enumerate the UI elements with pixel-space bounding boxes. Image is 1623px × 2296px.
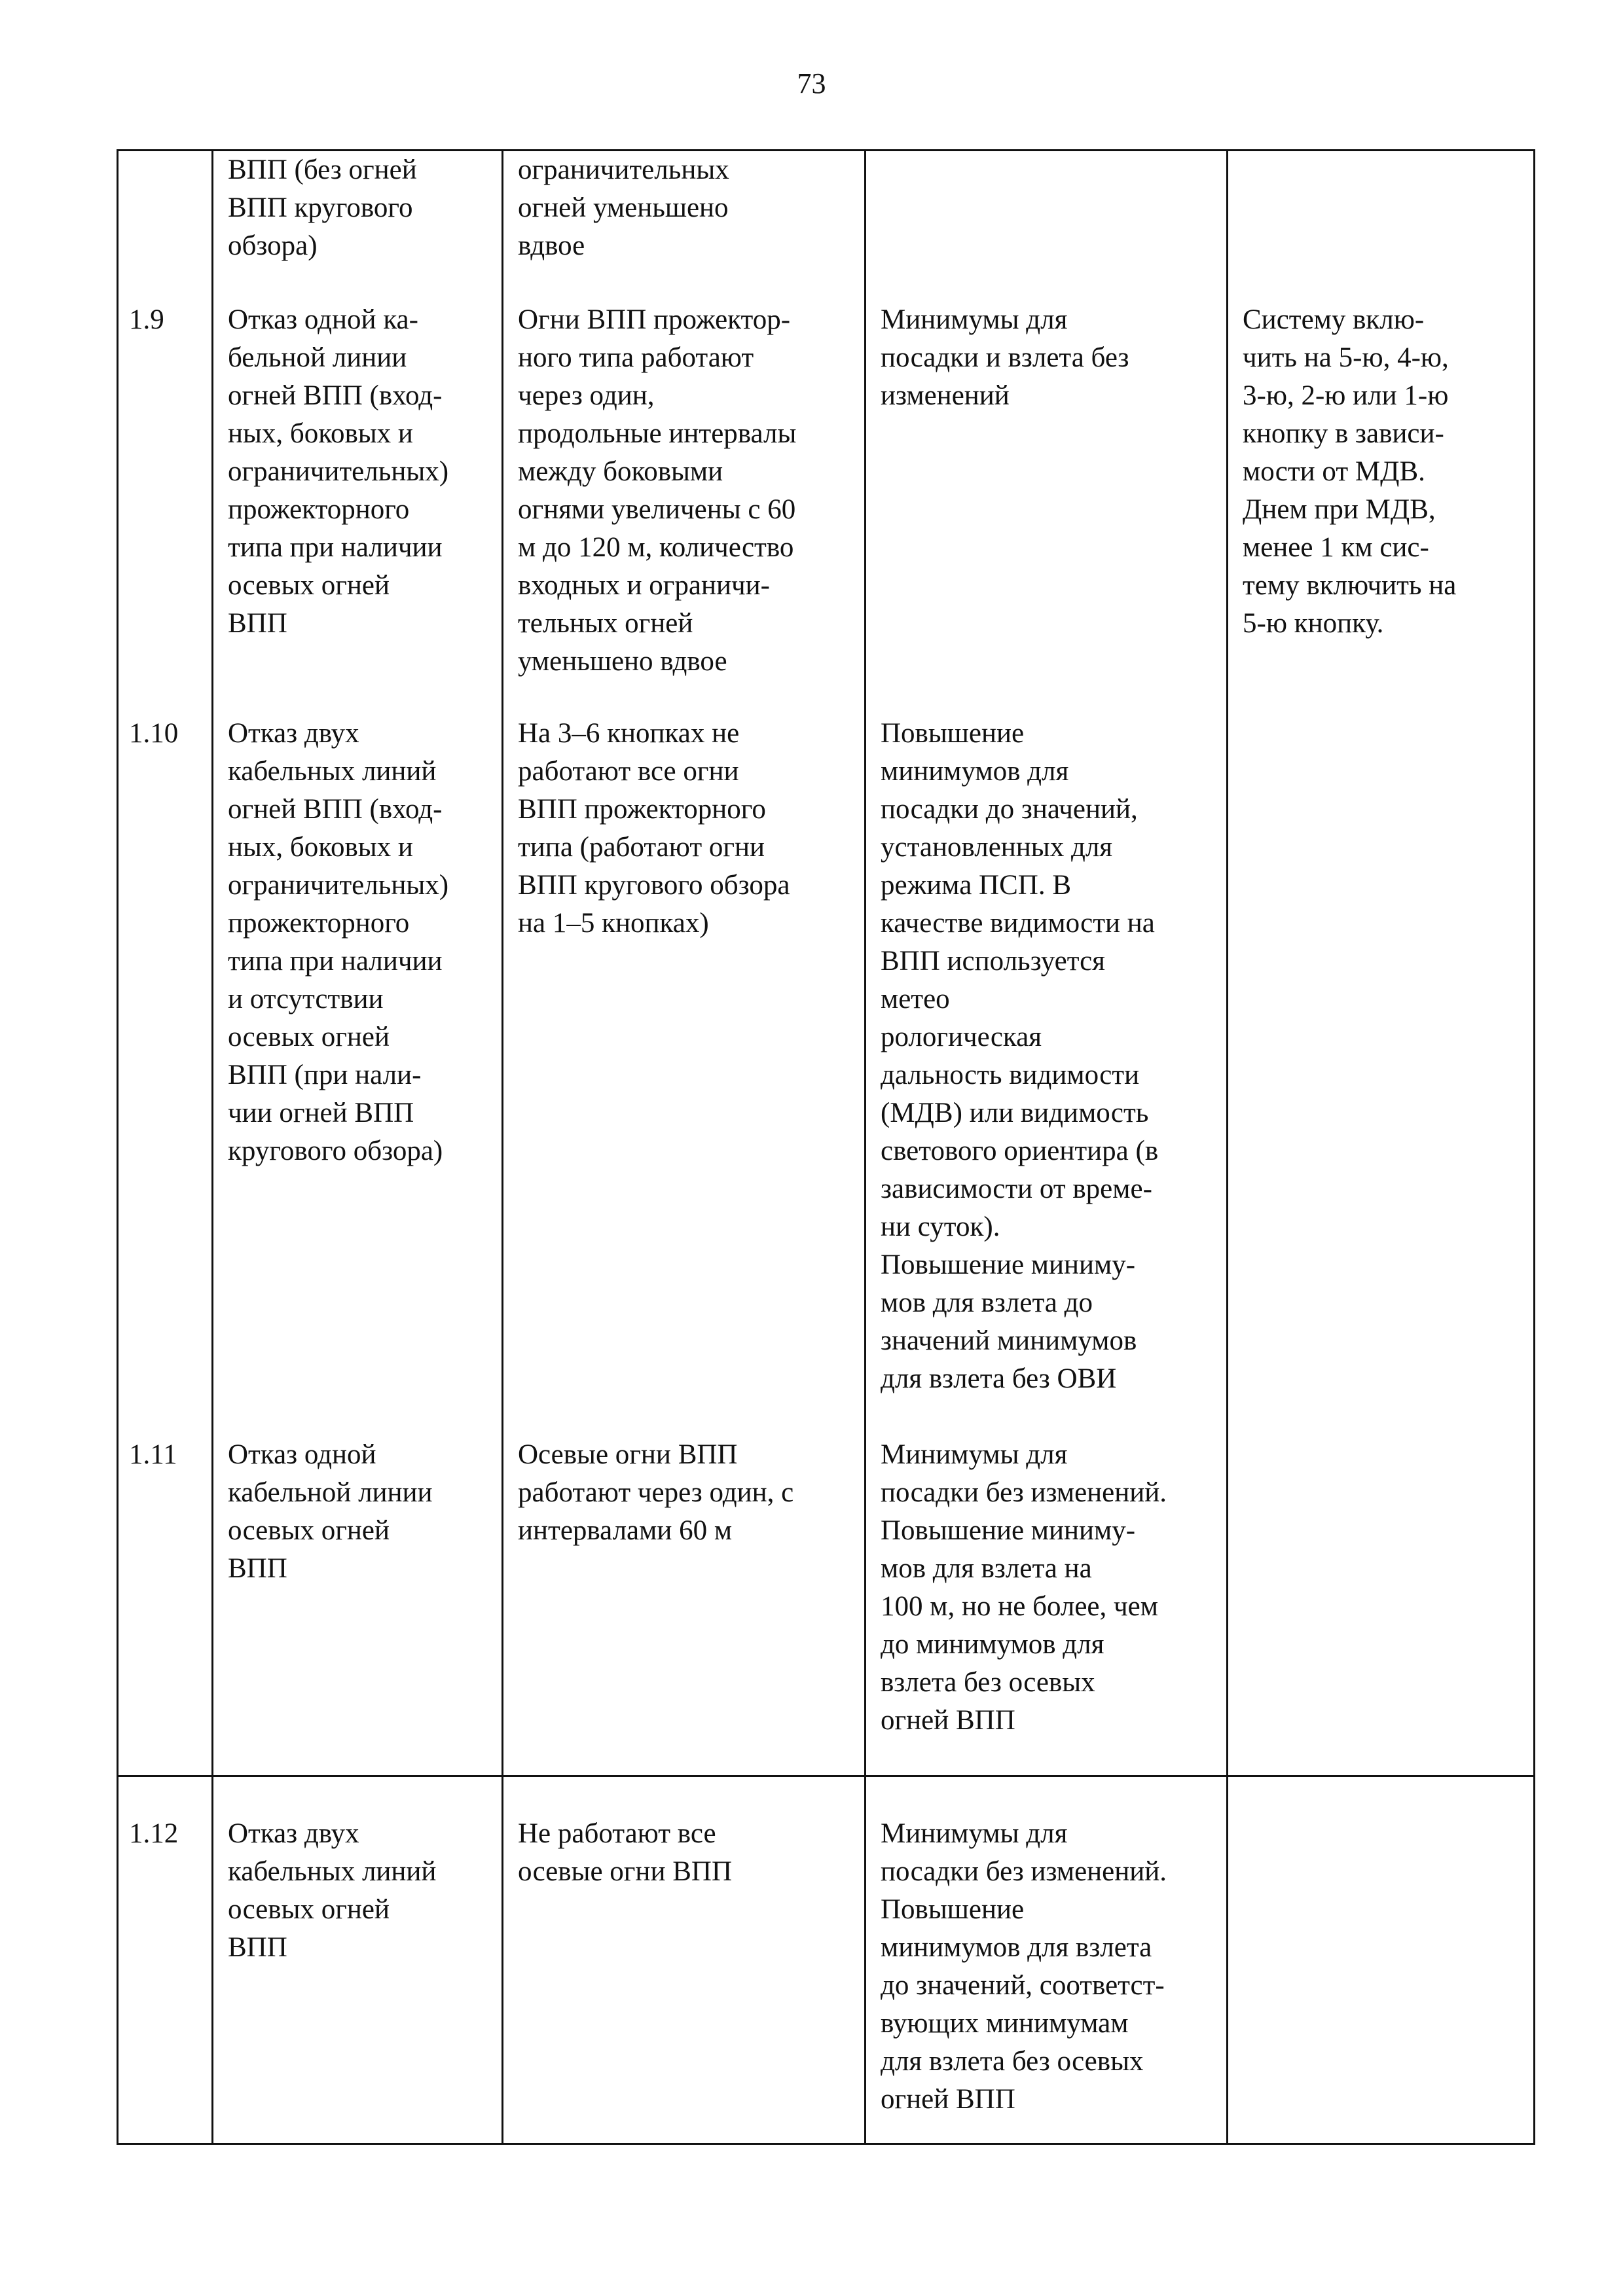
effect-cell: Огни ВПП прожектор- ного типа работают через один, продольные интервалы между боковыми огнями увеличены с 60 м до 120 м, количество входных и ограничи- тельных огней уменьшено вдвое: [503, 301, 866, 715]
effect-cell: Не работают все осевые огни ВПП: [503, 1776, 866, 2144]
row-number: 1.12: [118, 1776, 213, 2144]
failure-cell: Отказ двух кабельных линий осевых огней ВПП: [213, 1776, 503, 2144]
effect-cell: ограничительных огней уменьшено вдвое: [503, 151, 866, 301]
row-number: 1.11: [118, 1436, 213, 1776]
row-number: 1.10: [118, 715, 213, 1436]
table-row-1-10: [118, 715, 1535, 1436]
table-row-1-12: [118, 1776, 1535, 2144]
failure-cell: Отказ двух кабельных линий огней ВПП (вход- ных, боковых и ограничительных) прожекторного типа при наличии и отсутствии осевых огней ВПП (при нали- чии огней ВПП кругового обзора): [213, 715, 503, 1436]
failure-cell: Отказ одной ка- бельной линии огней ВПП (вход- ных, боковых и ограничительных) прожекторного типа при наличии осевых огней ВПП: [213, 301, 503, 715]
actions-cell: [1228, 151, 1535, 301]
table-row-1-9: [118, 301, 1535, 715]
actions-cell: [1228, 1776, 1535, 2144]
minimums-cell: [866, 151, 1228, 301]
effect-cell: На 3–6 кнопках не работают все огни ВПП прожекторного типа (работают огни ВПП кругового обзора на 1–5 кнопках): [503, 715, 866, 1436]
actions-cell: Систему вклю- чить на 5-ю, 4-ю, 3-ю, 2-ю или 1-ю кнопку в зависи- мости от МДВ. Днем при МДВ, менее 1 км сис- тему включить на 5-ю кнопку.: [1228, 301, 1535, 715]
failure-cell: ВПП (без огней ВПП кругового обзора): [213, 151, 503, 301]
row-number: 1.9: [118, 301, 213, 715]
failures-table: [117, 149, 1535, 2145]
table-row-1-11: [118, 1436, 1535, 1776]
effect-cell: Осевые огни ВПП работают через один, с интервалами 60 м: [503, 1436, 866, 1776]
minimums-cell: Минимумы для посадки без изменений. Повышение минимумов для взлета до значений, соответст- вующих минимумам для взлета без осевых огней ВПП: [866, 1776, 1228, 2144]
minimums-cell: Минимумы для посадки и взлета без изменений: [866, 301, 1228, 715]
row-number: [118, 151, 213, 301]
minimums-cell: Повышение минимумов для посадки до значений, установленных для режима ПСП. В качестве видимости на ВПП используется метео рологическая дальность видимости (МДВ) или видимость светового ориентира (в зависимости от време- ни суток). Повышение миниму- мов для взлета до значений минимумов для взлета без ОВИ: [866, 715, 1228, 1436]
page-number: 73: [797, 67, 826, 99]
actions-cell: [1228, 1436, 1535, 1776]
actions-cell: [1228, 715, 1535, 1436]
table-row-continuation: [118, 151, 1535, 301]
failure-cell: Отказ одной кабельной линии осевых огней ВПП: [213, 1436, 503, 1776]
minimums-cell: Минимумы для посадки без изменений. Повышение миниму- мов для взлета на 100 м, но не более, чем до минимумов для взлета без осевых огней ВПП: [866, 1436, 1228, 1776]
